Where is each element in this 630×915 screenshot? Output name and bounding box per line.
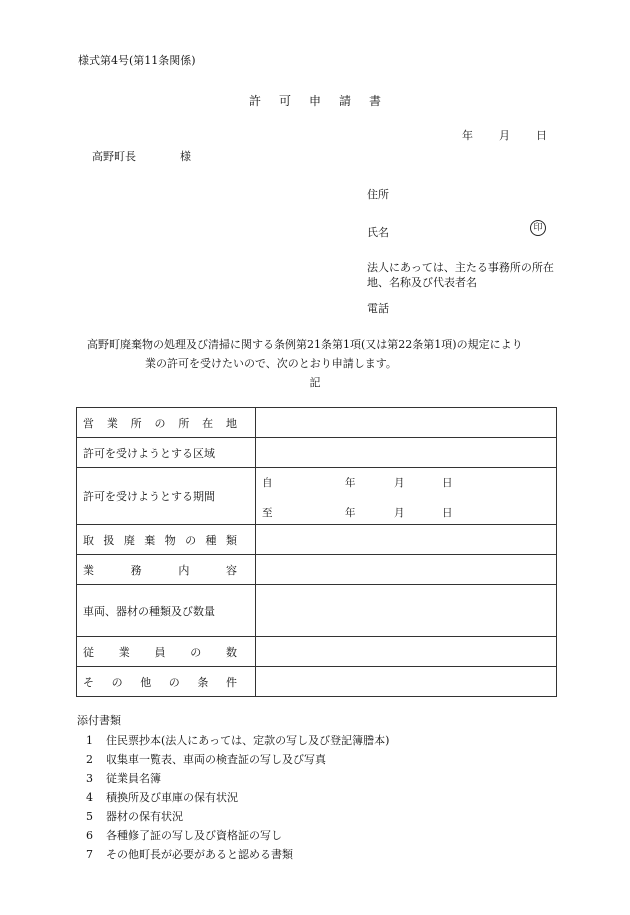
permit-area-field[interactable] [256,438,557,468]
label-char: の [111,675,123,689]
attachment-item [86,808,183,824]
label-char: 件 [225,675,237,689]
table-row [77,667,557,697]
title-char: 申 [308,94,321,108]
applicant-corp-note: 法人にあっては、主たる事務所の所在地、名称及び代表者名 [367,261,554,289]
date-month-label: 月 [499,129,510,142]
ki-mark: 記 [309,376,321,389]
label-char: 在 [202,416,214,430]
label-char: 他 [140,675,152,689]
label-char: 扱 [103,533,115,547]
attachment-text: 収集車一覧表、車両の検査証の写し及び写真 [106,753,326,766]
label-char: 容 [225,563,237,577]
document-title [0,92,630,109]
period-from-day: 日 [442,477,453,489]
label-char: 業 [118,645,130,659]
justified-label [83,562,237,578]
label-char: 業 [106,416,118,430]
form-number: 様式第4号(第11条関係) [78,54,196,67]
label-char: 物 [164,533,176,547]
title-char: 書 [369,94,382,108]
label-char: 所 [178,416,190,430]
attachment-number: 5 [86,810,93,823]
row-label-text: 許可を受けようとする区域 [83,446,215,460]
justified-label [83,644,237,660]
label-char: 廃 [123,533,135,547]
justified-label [83,532,237,548]
attachment-text: 各種修了証の写し及び資格証の写し [106,829,282,842]
label-char: 務 [130,563,142,577]
attachment-item [86,751,326,767]
title-char: 許 [248,94,261,108]
row-label-text: 許可を受けようとする期間 [83,490,215,503]
application-date [462,127,547,143]
row-label [77,667,256,697]
table-row [77,408,557,438]
period-to-month: 月 [394,507,405,519]
date-year-label: 年 [462,129,473,142]
justified-label [83,415,237,431]
label-char: 条 [197,675,209,689]
label-char: の [190,645,202,659]
label-char: 営 [83,416,94,430]
table-row [77,468,557,525]
attachment-number: 7 [86,848,93,861]
label-char: の [154,416,166,430]
label-char: そ [83,675,94,689]
attachment-number: 4 [86,791,93,804]
attachment-item [86,770,161,786]
attachment-number: 1 [86,734,93,747]
row-label [77,637,256,667]
body-text-line-2: 業の許可を受けたいので、次のとおり申請します。 [145,357,397,370]
label-char: 所 [130,416,142,430]
attachment-item [86,827,282,843]
label-char: の [185,533,197,547]
attachment-text: 従業員名簿 [106,772,161,785]
row-label-text: 車両、器材の種類及び数量 [83,604,215,618]
period-to-day: 日 [442,507,453,519]
application-table [76,407,557,697]
waste-type-field[interactable] [256,525,557,555]
permit-period-field[interactable] [256,468,557,525]
business-content-field[interactable] [256,555,557,585]
seal-icon: 印 [530,220,546,236]
attachment-number: 3 [86,772,93,785]
table-row [77,438,557,468]
label-char: 類 [225,533,237,547]
table-row [77,555,557,585]
addressee-suffix: 様 [180,150,191,163]
justified-label [83,674,237,690]
applicant-phone-label: 電話 [367,302,389,315]
attachment-item [86,789,238,805]
period-to-label: 至 [262,507,273,519]
row-label [77,438,256,468]
label-char: 棄 [144,533,156,547]
label-char: 業 [83,563,94,577]
table-row [77,637,557,667]
label-char: の [168,675,180,689]
row-label [77,525,256,555]
attachment-item [86,846,293,862]
label-char: 取 [83,533,94,547]
period-from-year: 年 [345,477,356,489]
attachment-number: 2 [86,753,93,766]
attachment-text: 住民票抄本(法人にあっては、定款の写し及び登記簿謄本) [106,734,390,747]
attachment-text: 積換所及び車庫の保有状況 [106,791,238,804]
date-day-label: 日 [536,129,547,142]
addressee-name: 高野町長 [92,150,136,163]
applicant-address-label: 住所 [367,188,389,201]
label-char: 従 [83,645,94,659]
applicant-name-label: 氏名 [367,226,389,239]
table-row [77,585,557,637]
label-char: 数 [226,645,237,659]
row-label [77,585,256,637]
attachments-title: 添付書類 [77,714,121,727]
addressee [92,148,191,164]
business-location-field[interactable] [256,408,557,438]
employee-count-field[interactable] [256,637,557,667]
period-from-month: 月 [394,477,405,489]
label-char: 員 [154,645,166,659]
table-row [77,525,557,555]
row-label [77,408,256,438]
title-char: 可 [278,94,291,108]
label-char: 内 [178,563,190,577]
title-char: 請 [339,94,352,108]
attachment-text: その他町長が必要があると認める書類 [106,848,293,861]
other-conditions-field[interactable] [256,667,557,697]
label-char: 種 [205,533,217,547]
period-to-year: 年 [345,507,356,519]
row-label [77,555,256,585]
label-char: 地 [225,416,237,430]
attachment-number: 6 [86,829,93,842]
attachment-text: 器材の保有状況 [106,810,183,823]
row-label [77,468,256,525]
period-from-label: 自 [262,477,273,489]
vehicles-equipment-field[interactable] [256,585,557,637]
body-text-line-1: 高野町廃棄物の処理及び清掃に関する条例第21条第1項(又は第22条第1項)の規定により [87,338,523,351]
attachment-item [86,732,389,748]
